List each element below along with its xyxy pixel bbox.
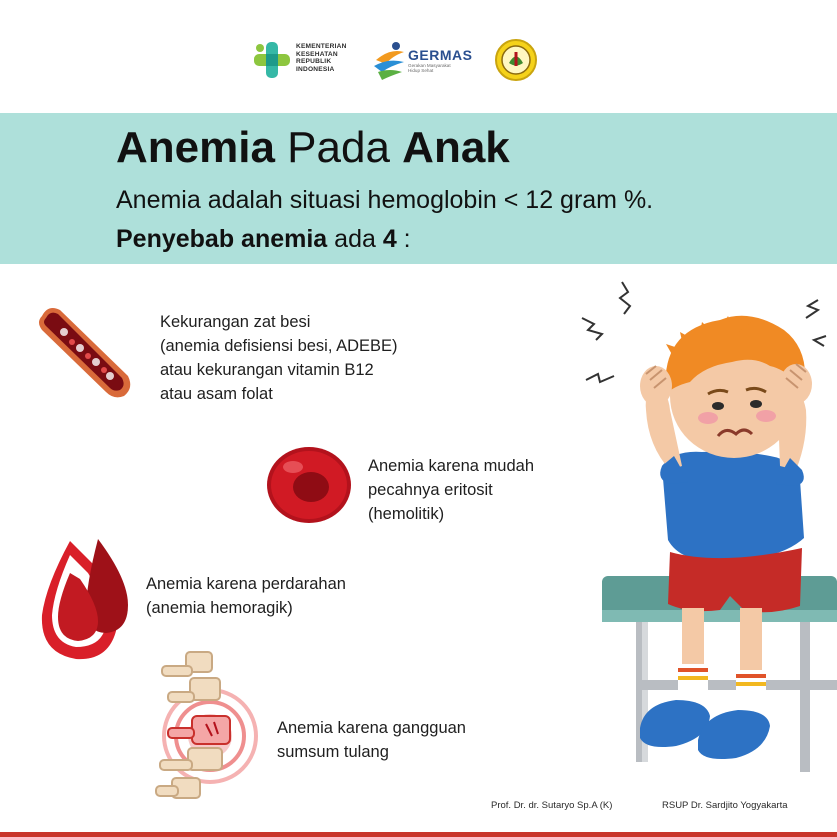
cause-3-text: Anemia karena perdarahan (anemia hemoragik) xyxy=(146,575,346,617)
kemenkes-text: KEMENTERIAN KESEHATAN REPUBLIK INDONESIA xyxy=(296,43,347,73)
spine-bone-icon xyxy=(148,648,268,808)
germas-title: GERMAS xyxy=(408,47,473,63)
kemenkes-emblem-icon xyxy=(252,40,294,80)
page-title: Anemia Pada Anak xyxy=(116,123,510,172)
hospital-seal-icon xyxy=(494,38,538,82)
blood-drop-icon xyxy=(36,535,132,665)
cause-1-text: Kekurangan zat besi (anemia defisiensi besi, ADEBE) atau kekurangan vitamin B12 atau asam folat xyxy=(160,313,398,403)
cause-2-text: Anemia karena mudah pecahnya eritosit (hemolitik) xyxy=(368,457,535,523)
institution-credit: RSUP Dr. Sardjito Yogyakarta xyxy=(662,800,788,811)
germas-figure-icon xyxy=(372,38,408,82)
causes-heading: Penyebab anemia ada 4 : xyxy=(116,225,411,253)
bottom-accent-bar xyxy=(0,832,837,837)
author-credit: Prof. Dr. dr. Sutaryo Sp.A (K) xyxy=(491,800,613,811)
cause-4-text: Anemia karena gangguan sumsum tulang xyxy=(277,719,466,761)
germas-subtitle: Gerakan Masyarakat Hidup Sehat xyxy=(408,63,451,74)
red-blood-cell-icon xyxy=(265,443,355,528)
blood-vessel-icon xyxy=(34,302,134,402)
sick-child-illustration xyxy=(570,270,837,790)
germas-logo xyxy=(372,38,472,82)
kemenkes-logo xyxy=(252,40,352,80)
page-subtitle: Anemia adalah situasi hemoglobin < 12 gram %. xyxy=(116,186,654,214)
